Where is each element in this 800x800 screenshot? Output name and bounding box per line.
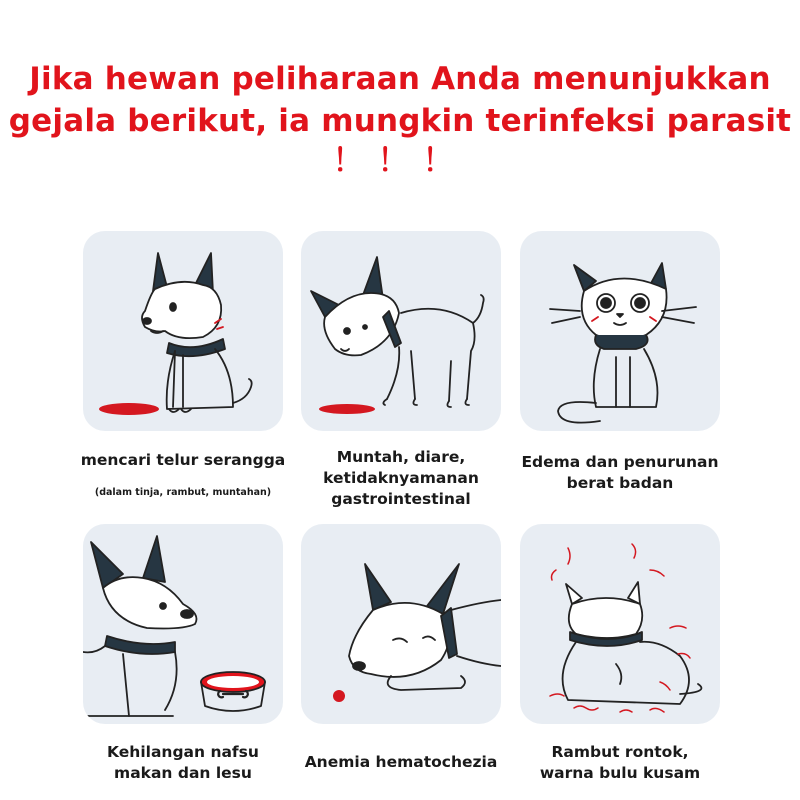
caption-line: ketidaknyamanan <box>323 469 479 487</box>
caption-insect-eggs <box>63 450 303 471</box>
headline-line-2: gejala berikut, ia mungkin terinfeksi parasit <box>8 103 792 139</box>
caption-line: mencari telur serangga <box>80 451 286 469</box>
caption-line: Anemia hematochezia <box>304 753 498 771</box>
caption-hair-loss <box>500 742 740 784</box>
lying-dog-icon <box>301 524 501 724</box>
headline <box>0 58 800 182</box>
sitting-cat-icon <box>520 231 720 431</box>
sitting-dog-icon <box>83 231 283 431</box>
caption-line: Kehilangan nafsu <box>107 743 259 761</box>
caption-line: gastrointestinal <box>331 490 471 508</box>
caption-anemia <box>281 752 521 773</box>
caption-line: Edema dan penurunan <box>521 453 719 471</box>
card-hair-loss <box>520 524 720 724</box>
dog-with-bowl-icon <box>83 524 283 724</box>
caption-line: makan dan lesu <box>114 764 252 782</box>
caption-appetite-loss <box>63 742 303 784</box>
caption-line: warna bulu kusam <box>539 764 701 782</box>
headline-exclamations: ！！！ <box>332 143 468 179</box>
card-anemia <box>301 524 501 724</box>
caption-line: berat badan <box>566 474 674 492</box>
card-vomiting <box>301 231 501 431</box>
headline-line-1: Jika hewan peliharaan Anda menunjukkan <box>29 61 771 97</box>
card-appetite-loss <box>83 524 283 724</box>
card-edema <box>520 231 720 431</box>
caption-vomiting <box>281 447 521 510</box>
card-insect-eggs <box>83 231 283 431</box>
vomiting-dog-icon <box>301 231 501 431</box>
caption-edema <box>500 452 740 494</box>
caption-sub-insect-eggs: (dalam tinja, rambut, muntahan) <box>94 487 272 498</box>
caption-line: Rambut rontok, <box>551 743 689 761</box>
caption-line: Muntah, diare, <box>336 448 466 466</box>
cat-hair-loss-icon <box>520 524 720 724</box>
